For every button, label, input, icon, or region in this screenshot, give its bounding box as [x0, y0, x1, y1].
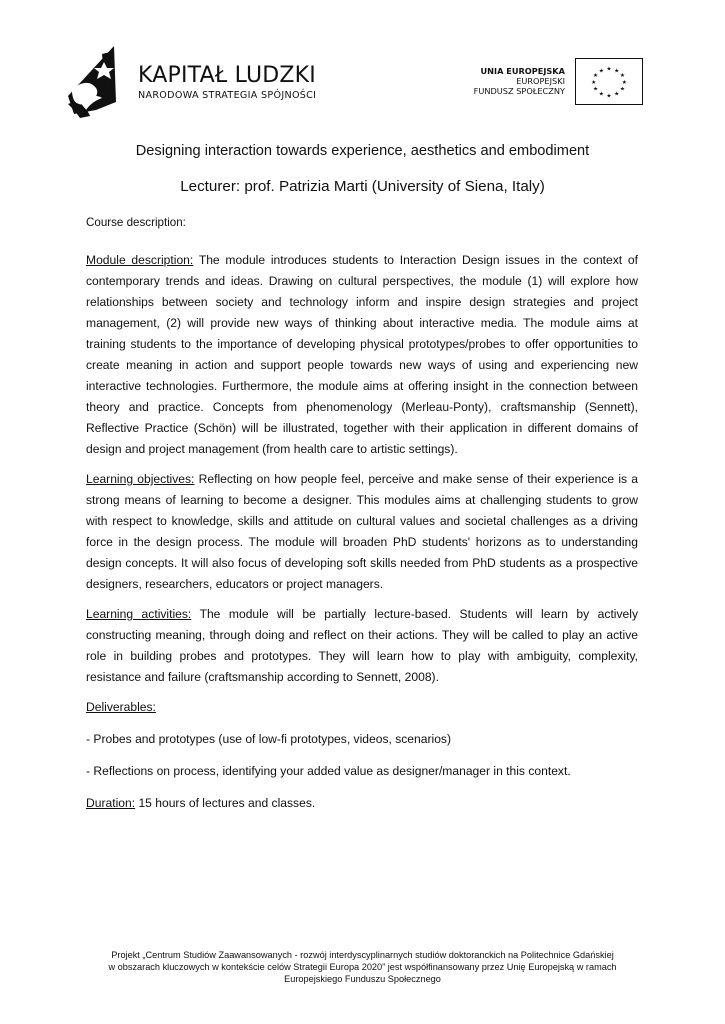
deliverable-item: - Reflections on process, identifying your added value as designer/manager in this context.	[86, 764, 571, 778]
duration-text: 15 hours of lectures and classes.	[135, 796, 316, 810]
eu-line-1: UNIA EUROPEJSKA	[480, 66, 565, 76]
learning-activities-label: Learning activities:	[86, 607, 192, 621]
kapital-ludzki-wordmark	[138, 64, 316, 101]
deliverables-heading	[86, 697, 638, 718]
deliverables-label: Deliverables:	[86, 700, 156, 714]
learning-objectives-text: Reflecting on how people feel, perceive and make sense of their experience is a strong means of learning to become a designer. This modules aims at challenging students to grow with respect to knowledge, skills and attitude on cultural values and societal challenges as a driving force in the design process. The module will broaden PhD students' horizons as to understanding design concepts. It will also focus of developing soft skills needed from PhD students as a prospective designers, researchers, educators or project managers.	[86, 472, 638, 591]
svg-text:★: ★	[619, 73, 625, 80]
svg-text:★: ★	[598, 91, 604, 98]
course-body	[86, 250, 638, 825]
svg-text:★: ★	[619, 86, 625, 93]
kapital-ludzki-logo	[66, 44, 144, 120]
module-description-text: The module introduces students to Interaction Design issues in the context of contemporary trends and ideas. Drawing on cultural perspectives, the module (1) will explore how relationships between society and technology inform and inspire design strategies and project management, (2) will provide new ways of thinking about interactive media. The module aims at training students to the importance of developing physical prototypes/probes to offer opportunities to create meaning in action and support people towards new ways of using and experiencing new interactive technologies. Furthermore, the module aims at offering insight in the connection between theory and practice. Concepts from phenomenology (Merleau-Ponty), craftsmanship (Sennett), Reflective Practice (Schön) will be illustrated, together with their application in different domains of design and project management (from health care to artistic settings).	[86, 253, 639, 456]
svg-text:★: ★	[614, 68, 620, 75]
logo-title: KAPITAŁ LUDZKI	[138, 63, 316, 88]
svg-text:★: ★	[621, 79, 627, 86]
eu-flag-icon	[575, 58, 643, 105]
learning-objectives-paragraph	[86, 469, 638, 595]
eu-text	[474, 66, 565, 97]
footer-line-2: w obszarach kluczowych w kontekście celów Strategii Europa 2020” jest współfinansowany przez Unię Europejską w ramach	[108, 962, 617, 973]
course-description-heading: Course description:	[86, 216, 186, 229]
svg-text:★: ★	[614, 91, 620, 98]
module-description-label: Module description:	[86, 253, 194, 267]
learning-objectives-label: Learning objectives:	[86, 472, 195, 486]
svg-text:★: ★	[591, 79, 597, 86]
lecturer-line: Lecturer: prof. Patrizia Marti (University of Siena, Italy)	[180, 178, 545, 195]
logo-subtitle: NARODOWA STRATEGIA SPÓJNOŚCI	[138, 90, 317, 101]
document-title: Designing interaction towards experience, aesthetics and embodiment	[135, 143, 590, 159]
svg-text:★: ★	[593, 73, 599, 80]
eu-line-3: FUNDUSZ SPOŁECZNY	[473, 86, 565, 97]
footer-line-1: Projekt „Centrum Studiów Zaawansowanych - rozwój interdyscyplinarnych studiów doktoranckich na Politechnice Gdańskiej	[111, 950, 614, 960]
duration-label: Duration:	[86, 796, 136, 810]
svg-text:★: ★	[593, 86, 599, 93]
svg-text:★: ★	[598, 68, 604, 75]
learning-activities-paragraph	[86, 604, 638, 688]
svg-text:★: ★	[606, 66, 612, 73]
footer-line-3: Europejskiego Funduszu Społecznego	[284, 974, 441, 985]
duration-paragraph	[86, 793, 638, 814]
module-description-paragraph	[86, 250, 638, 460]
learning-activities-text: The module will be partially lecture-based. Students will learn by actively constructing meaning, through doing and reflect on their actions. They will be called to play an active role in building probes and prototypes. They will learn how to play with ambiguity, complexity, resistance and failure (craftsmanship according to Sennett, 2008).	[86, 607, 638, 684]
deliverable-item: - Probes and prototypes (use of low-fi prototypes, videos, scenarios)	[86, 732, 452, 746]
page-footer	[60, 949, 665, 986]
eu-line-2: EUROPEJSKI	[516, 76, 565, 87]
svg-text:★: ★	[606, 93, 612, 100]
